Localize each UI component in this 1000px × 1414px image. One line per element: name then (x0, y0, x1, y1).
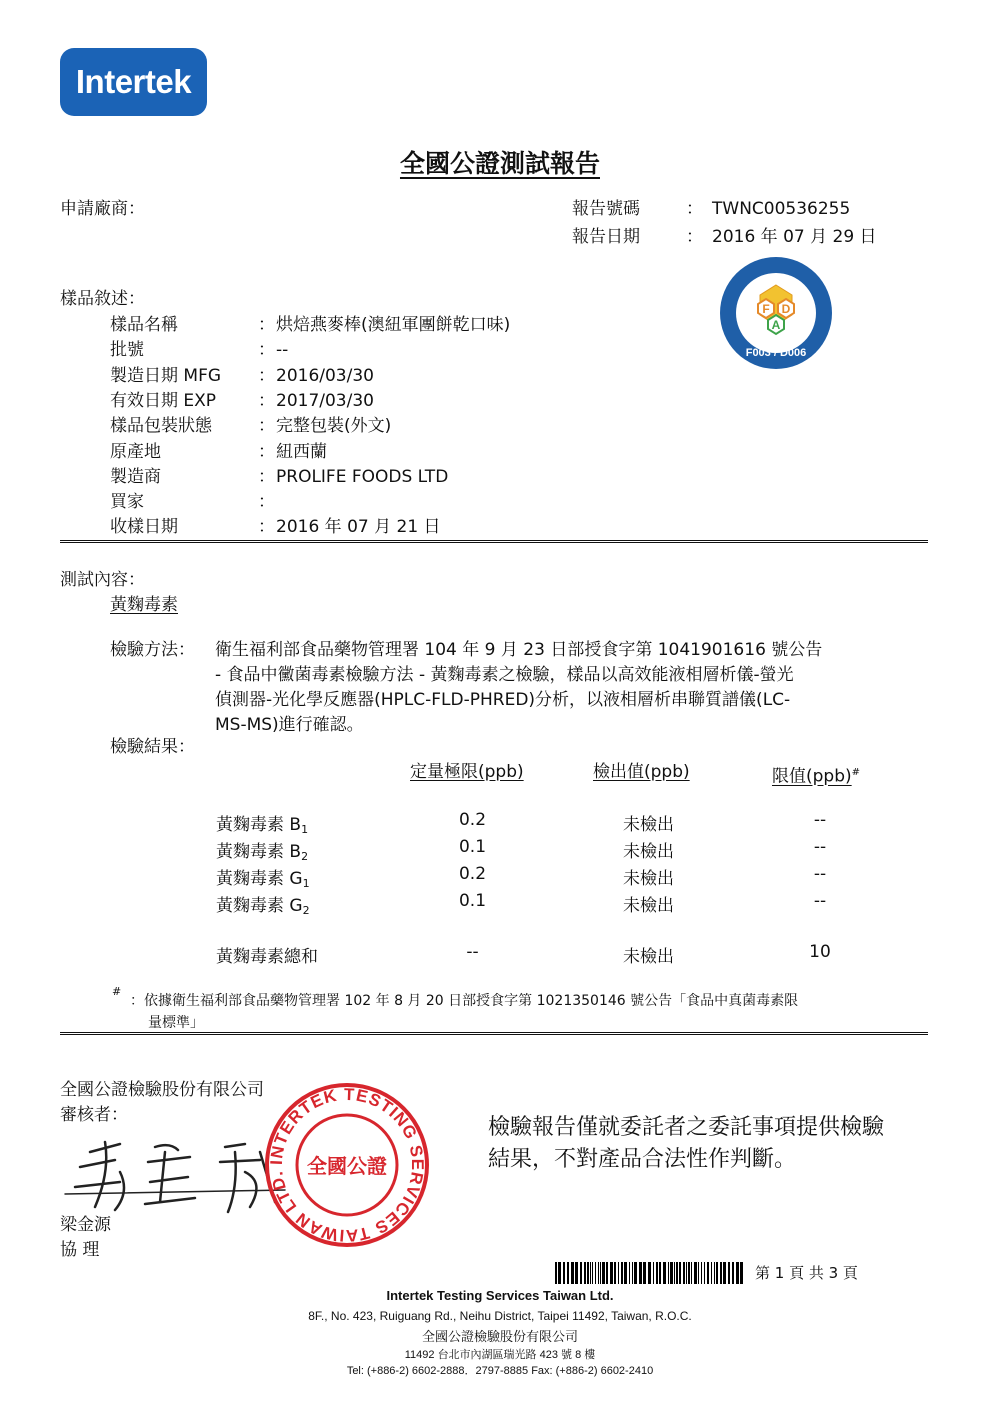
sample-label: 樣品名稱 (110, 315, 178, 335)
footer-address-en: 8F., No. 423, Ruiguang Rd., Neihu District, Taipei 11492, Taiwan, R.O.C. (308, 1309, 692, 1323)
report-title-text: 全國公證測試報告 (399, 149, 600, 178)
barcode-bar (555, 1262, 557, 1284)
barcode-bar (683, 1262, 685, 1284)
sample-label: 買家 (110, 492, 144, 513)
barcode-bar (679, 1262, 681, 1284)
barcode-bar (610, 1262, 613, 1284)
sample-colon: ： (258, 390, 275, 411)
seal-letter-a: A (771, 318, 781, 332)
disclaimer-line-1: 檢驗報告僅就委託者之委託事項提供檢驗 (488, 1115, 885, 1140)
barcode-bar (639, 1262, 642, 1284)
test-header: 測試內容： (60, 570, 145, 590)
sample-value: -- (276, 340, 289, 361)
barcode-bar (740, 1262, 743, 1284)
result-limit: -- (813, 891, 827, 911)
applicant-label: 申請廠商： (60, 199, 145, 219)
total-detected: 未檢出 (623, 947, 674, 967)
method-line-2: - 食品中黴菌毒素檢驗方法 - 黃麴毒素之檢驗，樣品以高效能液相層析儀-螢光 (215, 665, 794, 685)
sample-row (110, 364, 374, 389)
total-name: 黃麴毒素總和 (216, 947, 318, 967)
barcode-bar (688, 1262, 690, 1284)
result-label: 檢驗結果： (110, 737, 195, 757)
sample-label: 製造商 (110, 466, 161, 487)
barcode-bar (563, 1262, 565, 1284)
result-name-subscript: 1 (301, 823, 309, 836)
barcode-bar (670, 1262, 673, 1284)
header-limit-mark: # (851, 767, 861, 778)
barcode-bar (648, 1262, 651, 1284)
company-seal-stamp (262, 1080, 432, 1250)
barcode-bar (653, 1262, 654, 1284)
barcode-bar (663, 1262, 666, 1284)
result-name (216, 864, 310, 890)
method-line-3: 偵測器-光化學反應器(HPLC-FLD-PHRED)分析，以液相層析串聯質譜儀(LC- (215, 690, 791, 710)
sample-value: 紐西蘭 (276, 441, 327, 462)
result-loq: 0.1 (458, 891, 487, 911)
sample-row (110, 414, 391, 439)
result-detected: 未檢出 (623, 842, 674, 862)
barcode-bar (567, 1262, 569, 1284)
footer-company-zh: 全國公證檢驗股份有限公司 (421, 1329, 578, 1344)
barcode-bar (600, 1262, 601, 1284)
result-loq: 0.2 (458, 864, 487, 884)
sample-row (110, 515, 441, 540)
sample-value: 完整包裝(外文) (276, 416, 392, 437)
result-name-subscript: 2 (302, 904, 310, 917)
result-name-text: 黃麴毒素 B (216, 815, 302, 835)
sample-colon: ： (258, 517, 275, 538)
result-name-subscript: 1 (302, 877, 310, 890)
barcode-bar (595, 1262, 596, 1284)
barcode-bar (668, 1262, 669, 1284)
intertek-logo: Intertek (60, 48, 207, 116)
sample-value: 2017/03/30 (276, 390, 374, 411)
sample-colon: ： (258, 340, 275, 361)
report-title (0, 144, 1000, 180)
barcode-bar (602, 1262, 605, 1284)
sample-label: 原產地 (110, 441, 161, 462)
sample-colon: ： (258, 466, 275, 487)
seal-code-text: F003 / D006 (745, 347, 807, 359)
sample-label: 批號 (110, 340, 144, 361)
barcode-bar (656, 1262, 658, 1284)
note-mark: # (112, 985, 122, 998)
barcode-bar (714, 1262, 715, 1284)
sample-label: 樣品包裝狀態 (110, 416, 212, 437)
disclaimer-line-2: 結果，不對產品合法性作判斷。 (488, 1147, 797, 1172)
footer-phone: Tel: (+886-2) 6602-2888．2797-8885 Fax: (+886-2) 6602-2410 (346, 1365, 654, 1377)
note-line-1: ：依據衛生福利部食品藥物管理署 102 年 8 月 20 日部授食字第 1021350146 號公告「食品中真菌毒素限 (130, 993, 799, 1009)
result-limit: -- (813, 810, 827, 830)
barcode-bar (634, 1262, 637, 1284)
total-limit: 10 (809, 942, 831, 962)
barcode-bar (598, 1262, 599, 1284)
barcode-bar (629, 1262, 630, 1284)
barcode-bar (575, 1262, 578, 1284)
test-item: 黃麴毒素 (110, 595, 178, 615)
divider-bottom (60, 1032, 928, 1035)
divider-top (60, 540, 928, 543)
sample-colon: ： (258, 492, 275, 513)
barcode-bar (621, 1262, 623, 1284)
result-name (216, 837, 308, 863)
barcode-bar (711, 1262, 712, 1284)
stamp-ring-text: INTERTEK TESTING SERVICES TAIWAN LTD. (266, 1084, 428, 1246)
note-line-2: 量標準」 (148, 1015, 204, 1031)
sample-row (110, 465, 448, 490)
barcode-bar (674, 1262, 675, 1284)
sample-colon: ： (258, 416, 275, 437)
barcode-bar (686, 1262, 687, 1284)
sample-row (110, 313, 510, 338)
result-name-subscript: 2 (301, 850, 309, 863)
handwritten-signature (60, 1132, 290, 1217)
reviewer-label: 審核者： (60, 1105, 128, 1125)
barcode-bar (592, 1262, 593, 1284)
barcode-bar (720, 1262, 722, 1284)
sample-value: 2016 年 07 月 21 日 (276, 517, 441, 538)
footer-company-en: Intertek Testing Services Taiwan Ltd. (386, 1288, 614, 1303)
barcode-bar (698, 1262, 699, 1284)
barcode-bar (694, 1262, 697, 1284)
barcode-bar (728, 1262, 730, 1284)
barcode-bar (716, 1262, 718, 1284)
report-date-colon: ： (686, 227, 703, 247)
sample-row (110, 440, 327, 465)
result-name-text: 黃麴毒素 B (216, 842, 302, 862)
header-limit (772, 760, 860, 790)
reviewer-name: 梁金源 (60, 1215, 111, 1235)
sample-header: 樣品敘述： (60, 289, 145, 309)
sample-value: 2016/03/30 (276, 365, 374, 386)
report-date-value: 2016 年 07 月 29 日 (712, 227, 877, 247)
header-detected: 檢出值(ppb) (593, 762, 690, 782)
result-name-text: 黃麴毒素 G (216, 896, 303, 916)
reviewer-title: 協 理 (60, 1240, 100, 1260)
sample-row (110, 338, 288, 363)
barcode-bar (704, 1262, 705, 1284)
report-no-colon: ： (686, 199, 703, 219)
method-line-4: MS-MS)進行確認。 (215, 715, 364, 735)
barcode-bar (659, 1262, 661, 1284)
barcode-bar (618, 1262, 619, 1284)
barcode-bar (587, 1262, 589, 1284)
report-no-label: 報告號碼 (572, 199, 640, 219)
barcode-bar (701, 1262, 702, 1284)
result-name (216, 891, 310, 917)
seal-letter-d: D (781, 302, 791, 316)
sample-row (110, 389, 374, 414)
sample-label: 有效日期 EXP (110, 390, 217, 411)
result-limit: -- (813, 837, 827, 857)
report-no-value: TWNC00536255 (712, 199, 851, 219)
barcode-bar (691, 1262, 692, 1284)
fda-certification-seal (718, 255, 834, 371)
barcode-bar (614, 1262, 616, 1284)
result-name-text: 黃麴毒素 G (216, 869, 303, 889)
sample-colon: ： (258, 315, 275, 335)
barcode-bar (707, 1262, 709, 1284)
barcode-bar (736, 1262, 739, 1284)
barcode (555, 1262, 745, 1284)
seal-letter-f: F (762, 302, 770, 316)
sample-label: 製造日期 MFG (110, 365, 222, 386)
barcode-bar (624, 1262, 627, 1284)
header-loq: 定量極限(ppb) (410, 762, 524, 782)
stamp-center-text: 全國公證 (307, 1154, 387, 1178)
method-label: 檢驗方法： (110, 640, 195, 660)
result-detected: 未檢出 (623, 869, 674, 889)
barcode-bar (606, 1262, 608, 1284)
report-date-label: 報告日期 (572, 227, 640, 247)
barcode-bar (676, 1262, 678, 1284)
barcode-bar (558, 1262, 561, 1284)
sample-colon: ： (258, 441, 275, 462)
company-name: 全國公證檢驗股份有限公司 (60, 1080, 264, 1100)
barcode-bar (590, 1262, 591, 1284)
sample-value: 烘焙燕麥棒(澳紐軍團餅乾口味) (276, 315, 511, 335)
sample-colon: ： (258, 365, 275, 386)
method-line-1: 衛生福利部食品藥物管理署 104 年 9 月 23 日部授食字第 1041901616 號公告 (215, 640, 823, 660)
barcode-bar (584, 1262, 586, 1284)
result-limit: -- (813, 864, 827, 884)
barcode-bar (732, 1262, 734, 1284)
result-detected: 未檢出 (623, 896, 674, 916)
total-loq: -- (466, 942, 479, 962)
result-loq: 0.2 (458, 810, 487, 830)
result-name (216, 810, 308, 836)
page-info: 第 1 頁 共 3 頁 (755, 1264, 858, 1282)
sample-row (110, 490, 276, 515)
result-loq: 0.1 (458, 837, 487, 857)
barcode-bar (643, 1262, 646, 1284)
barcode-bar (580, 1262, 582, 1284)
result-detected: 未檢出 (623, 815, 674, 835)
barcode-bar (571, 1262, 574, 1284)
sample-label: 收樣日期 (110, 517, 178, 538)
header-limit-text: 限值(ppb) (772, 766, 852, 787)
barcode-bar (723, 1262, 726, 1284)
sample-value: PROLIFE FOODS LTD (276, 466, 449, 487)
barcode-bar (632, 1262, 633, 1284)
footer-address-zh: 11492 台北市內湖區瑞光路 423 號 8 樓 (404, 1349, 596, 1361)
